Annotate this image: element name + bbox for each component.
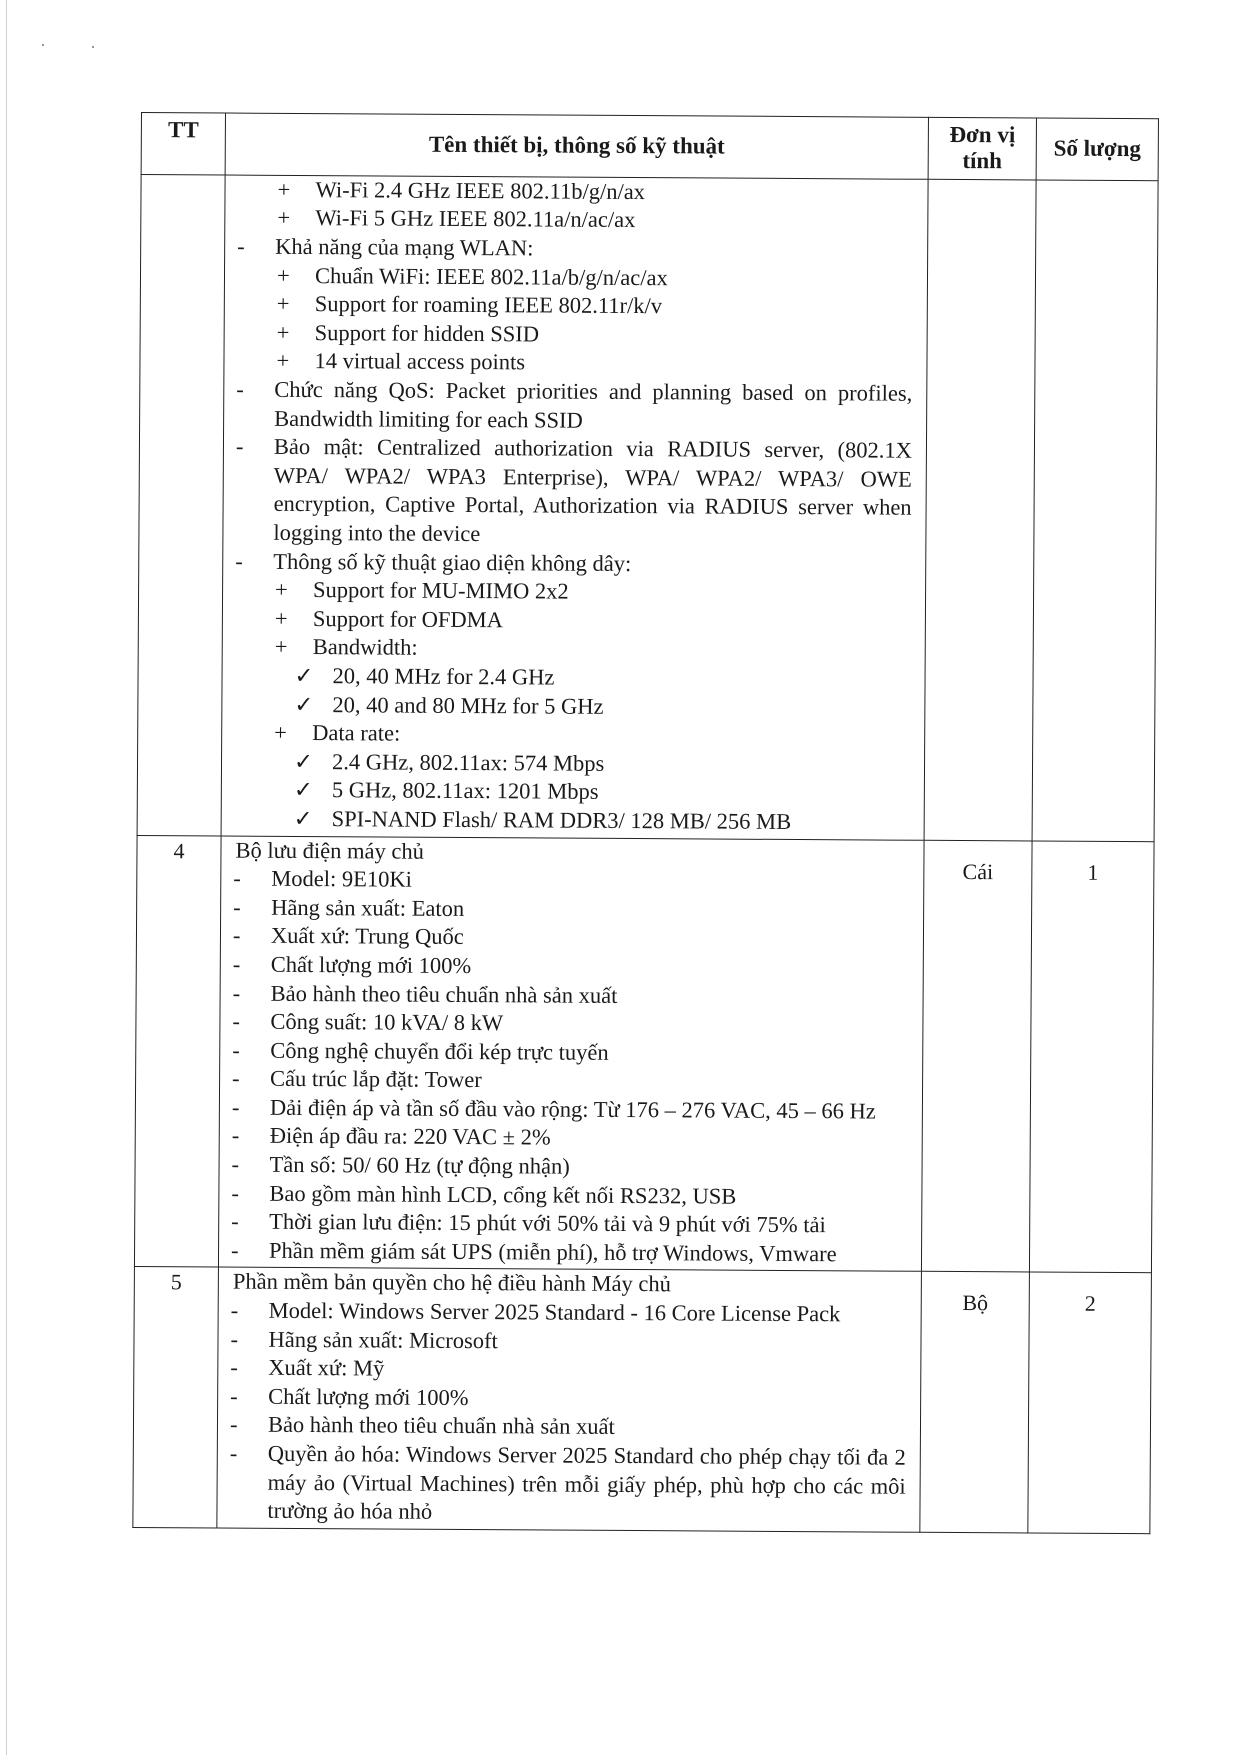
list-item: - Tần số: 50/ 60 Hz (tự động nhận): [231, 1151, 570, 1179]
list-item: - Chức năng QoS: Packet priorities and planning based on profiles, Bandwidth limiting for each SSID: [236, 376, 913, 433]
list-item: - Bảo mật: Centralized authorization via RADIUS server, (802.1X WPA/ WPA2/ WPA3 Enterprise), WPA/ WPA2/ WPA3/ OWE encryption, Captive Portal, Authorization via RADIUS server when logging into the device: [235, 433, 913, 547]
header-name: Tên thiết bị, thông số kỹ thuật: [225, 113, 928, 179]
cell-qty-empty: [1032, 180, 1158, 841]
list-item: - Bảo hành theo tiêu chuẩn nhà sản xuất: [229, 1411, 615, 1440]
check-icon: ✓: [293, 748, 313, 774]
list-item: ✓ 20, 40 MHz for 2.4 GHz: [294, 662, 555, 690]
scan-speck: [42, 44, 44, 46]
list-item: ✓ 20, 40 and 80 MHz for 5 GHz: [294, 691, 604, 719]
cell-unit: Bộ: [920, 1272, 1030, 1533]
cell-qty: 2: [1028, 1272, 1152, 1533]
table-header-row: [141, 113, 1158, 181]
check-icon: ✓: [294, 691, 314, 717]
cell-specs: [218, 836, 924, 1272]
list-item: ✓ 5 GHz, 802.11ax: 1201 Mbps: [293, 777, 599, 805]
list-item: - Thông số kỹ thuật giao diện không dây:: [235, 548, 632, 576]
check-icon: ✓: [293, 805, 313, 831]
header-qty: Số lượng: [1036, 118, 1158, 181]
table-row-continued: [137, 174, 1158, 841]
list-item: ✓ 2.4 GHz, 802.11ax: 574 Mbps: [293, 748, 605, 776]
list-item: - Chất lượng mới 100%: [232, 951, 472, 978]
table-row: [133, 1267, 1152, 1534]
list-item: - Xuất xứ: Trung Quốc: [232, 922, 464, 950]
list-item: - Công suất: 10 kVA/ 8 kW: [232, 1008, 504, 1036]
header-unit: Đơn vị tính: [928, 117, 1036, 180]
cell-tt: 5: [133, 1267, 219, 1528]
check-icon: ✓: [294, 662, 314, 689]
cell-tt-empty: [137, 174, 225, 835]
list-item: + Support for hidden SSID: [276, 319, 540, 347]
list-item: - Hãng sản xuất: Microsoft: [230, 1326, 498, 1353]
cell-specs: [217, 1267, 922, 1532]
list-item: - Phần mềm giám sát UPS (miễn phí), hỗ trợ Windows, Vmware: [230, 1237, 837, 1267]
list-item: - Điện áp đầu ra: 220 VAC ± 2%: [231, 1123, 551, 1150]
list-item: + Bandwidth:: [274, 634, 418, 661]
item-title: Phần mềm bản quyền cho hệ điều hành Máy chủ: [232, 1269, 671, 1297]
list-item: - Công nghệ chuyển đổi kép trực tuyến: [232, 1037, 609, 1065]
list-item: + 14 virtual access points: [276, 348, 526, 375]
cell-qty: 1: [1029, 840, 1154, 1273]
cell-unit-empty: [924, 179, 1036, 840]
list-item: + Support for MU-MIMO 2x2: [275, 577, 569, 604]
list-item: - Bao gồm màn hình LCD, cổng kết nối RS232, USB: [231, 1180, 737, 1209]
list-item: ✓ SPI-NAND Flash/ RAM DDR3/ 128 MB/ 256 MB: [293, 805, 792, 834]
list-item: - Thời gian lưu điện: 15 phút với 50% tải và 9 phút với 75% tải: [231, 1208, 826, 1238]
list-item: - Model: Windows Server 2025 Standard - 16 Core License Pack: [230, 1297, 841, 1327]
list-item: + Data rate:: [274, 719, 401, 746]
cell-tt: 4: [134, 835, 221, 1267]
list-item: - Quyền ảo hóa: Windows Server 2025 Standard cho phép chạy tối đa 2 máy ảo (Virtual Machines) trên mỗi giấy phép, phù hợp cho các môi trường ảo hóa nhỏ: [229, 1440, 906, 1524]
list-item: - Chất lượng mới 100%: [230, 1383, 469, 1410]
header-tt: TT: [141, 113, 225, 175]
list-item: - Dải điện áp và tần số đầu vào rộng: Từ 176 – 276 VAC, 45 – 66 Hz: [231, 1094, 876, 1124]
table-row: [134, 835, 1154, 1273]
list-item: + Support for OFDMA: [274, 605, 503, 633]
list-item: - Bảo hành theo tiêu chuẩn nhà sản xuất: [232, 980, 618, 1008]
equipment-spec-table: [132, 112, 1159, 1534]
list-item: - Khả năng của mạng WLAN:: [237, 233, 534, 261]
item-title: Bộ lưu điện máy chủ: [235, 837, 424, 864]
check-icon: ✓: [293, 777, 313, 803]
cell-unit: Cái: [921, 840, 1032, 1273]
scan-speck: [92, 46, 94, 48]
list-item: - Hãng sản xuất: Eaton: [233, 894, 465, 921]
list-item: + Support for roaming IEEE 802.11r/k/v: [276, 291, 663, 319]
list-item: + Wi-Fi 2.4 GHz IEEE 802.11b/g/n/ax: [277, 176, 646, 204]
list-item: - Model: 9E10Ki: [233, 865, 413, 892]
list-item: - Cấu trúc lắp đặt: Tower: [232, 1065, 482, 1093]
scan-left-edge: [6, 0, 7, 1755]
cell-continued-specs: [221, 175, 928, 840]
list-item: + Wi-Fi 5 GHz IEEE 802.11a/n/ac/ax: [277, 205, 636, 233]
list-item: + Chuẩn WiFi: IEEE 802.11a/b/g/n/ac/ax: [276, 262, 668, 290]
list-item: - Xuất xứ: Mỹ: [230, 1354, 385, 1381]
